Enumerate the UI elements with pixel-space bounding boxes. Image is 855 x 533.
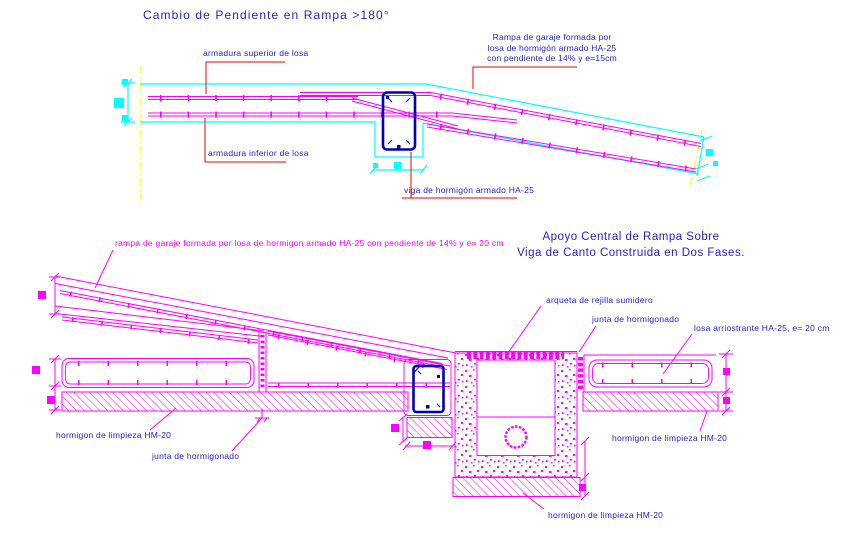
detail1-drawing — [114, 62, 718, 200]
detail2-right-dimension — [719, 350, 733, 415]
label-hormigon-limpieza-izquierda: hormigon de limpieza HM-20 — [56, 430, 172, 440]
label-arqueta-rejilla: arqueta de rejilla sumidero — [546, 295, 653, 305]
detail2-left-dimensions — [32, 273, 61, 414]
detail2-left-slab — [62, 359, 254, 388]
detail2-right-joint — [581, 355, 585, 392]
detail1-ramp-note-line3: con pendiente de 14% y e=15cm — [487, 53, 617, 63]
label-losa-arriostrante: losa arriostrante HA-25, e= 20 cm — [694, 323, 830, 333]
detail1-ramp-note-line2: losa de hormigón armado HA-25 — [487, 42, 617, 53]
detail2-right-slab — [584, 355, 716, 387]
label-hormigon-limpieza-derecha: hormigon de limpieza HM-20 — [612, 433, 728, 443]
detail2-wedge-slab — [268, 331, 450, 387]
detail2-hatch-strips — [62, 392, 718, 497]
detail2-leader-lines — [95, 250, 707, 509]
label-viga-hormigon: viga de hormigón armado HA-25 — [404, 185, 535, 195]
label-junta-hormigonado-inferior: junta de hormigonado — [152, 451, 240, 461]
detail2-pit-section — [455, 352, 577, 478]
label-armadura-superior: armadura superior de losa — [203, 48, 309, 58]
detail2-pit-dimension — [579, 437, 589, 500]
detail1-title: Cambio de Pendiente en Rampa >180° — [143, 8, 390, 22]
detail2-title-line1: Apoyo Central de Rampa Sobre — [542, 231, 720, 243]
detail1-left-dimension — [114, 79, 135, 126]
label-junta-hormigonado-derecha: junta de hormigonado — [592, 314, 680, 324]
label-armadura-inferior: armadura inferior de losa — [208, 148, 309, 158]
detail1-beam-dimension — [370, 162, 427, 174]
detail2-beam-section — [404, 360, 451, 416]
detail1-top-rebar — [148, 92, 701, 147]
label-rampa-garaje: rampa de garaje formada por losa de hormigon armado HA-25 con pendiente de 14% y e= 20 cm — [115, 238, 504, 248]
detail1-ramp-note-line1: Rampa de garaje formada por — [492, 32, 612, 42]
detail2-drawing — [32, 250, 733, 509]
detail1-leader-lines — [205, 62, 577, 198]
label-hormigon-limpieza-fondo: hormigon de limpieza HM-20 — [548, 510, 664, 520]
detail2-title-line2: Viga de Canto Construida en Dos Fases. — [517, 247, 745, 259]
detail2-title — [500, 229, 762, 261]
detail1-beam-section — [383, 93, 415, 150]
detail1-axis-lines — [141, 66, 702, 200]
drain-pipe-circle — [506, 427, 527, 448]
detail1-ramp-note — [462, 32, 642, 64]
detail2-ramp-outline — [55, 276, 456, 367]
